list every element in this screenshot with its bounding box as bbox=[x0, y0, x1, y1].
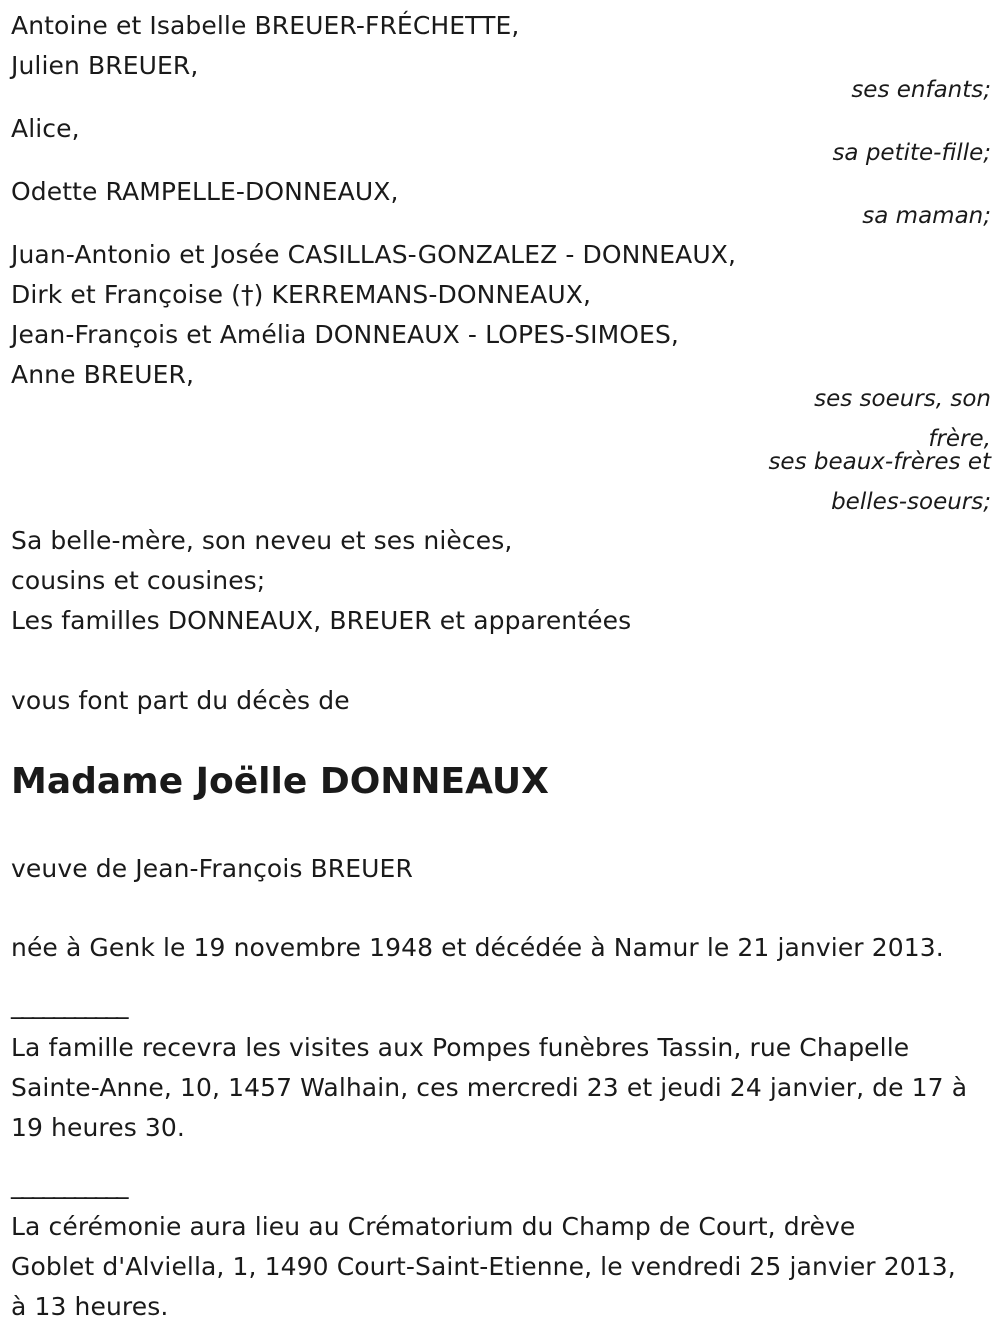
grandchild-line: Alice, bbox=[11, 114, 80, 143]
ceremony-line-3: à 13 heures. bbox=[11, 1292, 169, 1321]
others-line-3: Les familles DONNEAUX, BREUER et apparentées bbox=[11, 606, 632, 635]
ceremony-line-1: La cérémonie aura lieu au Crématorium du Champ de Court, drève bbox=[11, 1212, 856, 1241]
others-line-2: cousins et cousines; bbox=[11, 566, 266, 595]
children-line-1: Antoine et Isabelle BREUER-FRÉCHETTE, bbox=[11, 11, 520, 40]
deceased-name: Madame Joëlle DONNEAUX bbox=[11, 761, 549, 802]
mother-role: sa maman; bbox=[862, 203, 991, 229]
grandchild-role: sa petite-fille; bbox=[832, 140, 991, 166]
visits-line-3: 19 heures 30. bbox=[11, 1113, 185, 1142]
children-line-2: Julien BREUER, bbox=[11, 51, 199, 80]
mother-line: Odette RAMPELLE-DONNEAUX, bbox=[11, 177, 399, 206]
widow-line: veuve de Jean-François BREUER bbox=[11, 854, 413, 883]
siblings-role-4: belles-soeurs; bbox=[831, 489, 991, 515]
siblings-role-1: ses soeurs, son bbox=[814, 386, 991, 412]
siblings-line-3: Jean-François et Amélia DONNEAUX - LOPES-SIMOES, bbox=[11, 320, 679, 349]
visits-line-2: Sainte-Anne, 10, 1457 Walhain, ces mercredi 23 et jeudi 24 janvier, de 17 à bbox=[11, 1073, 968, 1102]
siblings-line-2: Dirk et Françoise (†) KERREMANS-DONNEAUX, bbox=[11, 280, 592, 309]
separator-2: ___________ bbox=[11, 1170, 127, 1199]
siblings-role-2: frère, bbox=[928, 426, 991, 452]
ceremony-line-2: Goblet d'Alviella, 1, 1490 Court-Saint-Etienne, le vendredi 25 janvier 2013, bbox=[11, 1252, 956, 1281]
siblings-line-4: Anne BREUER, bbox=[11, 360, 195, 389]
others-line-1: Sa belle-mère, son neveu et ses nièces, bbox=[11, 526, 513, 555]
separator-1: ___________ bbox=[11, 990, 127, 1019]
children-role: ses enfants; bbox=[851, 77, 991, 103]
siblings-line-1: Juan-Antonio et Josée CASILLAS-GONZALEZ - DONNEAUX, bbox=[11, 240, 737, 269]
announcement-intro: vous font part du décès de bbox=[11, 686, 350, 715]
visits-line-1: La famille recevra les visites aux Pompes funèbres Tassin, rue Chapelle bbox=[11, 1033, 910, 1062]
birth-death-dates: née à Genk le 19 novembre 1948 et décédée à Namur le 21 janvier 2013. bbox=[11, 933, 944, 962]
siblings-role-3: ses beaux-frères et bbox=[768, 449, 991, 475]
obituary-page bbox=[11, 0, 991, 1337]
